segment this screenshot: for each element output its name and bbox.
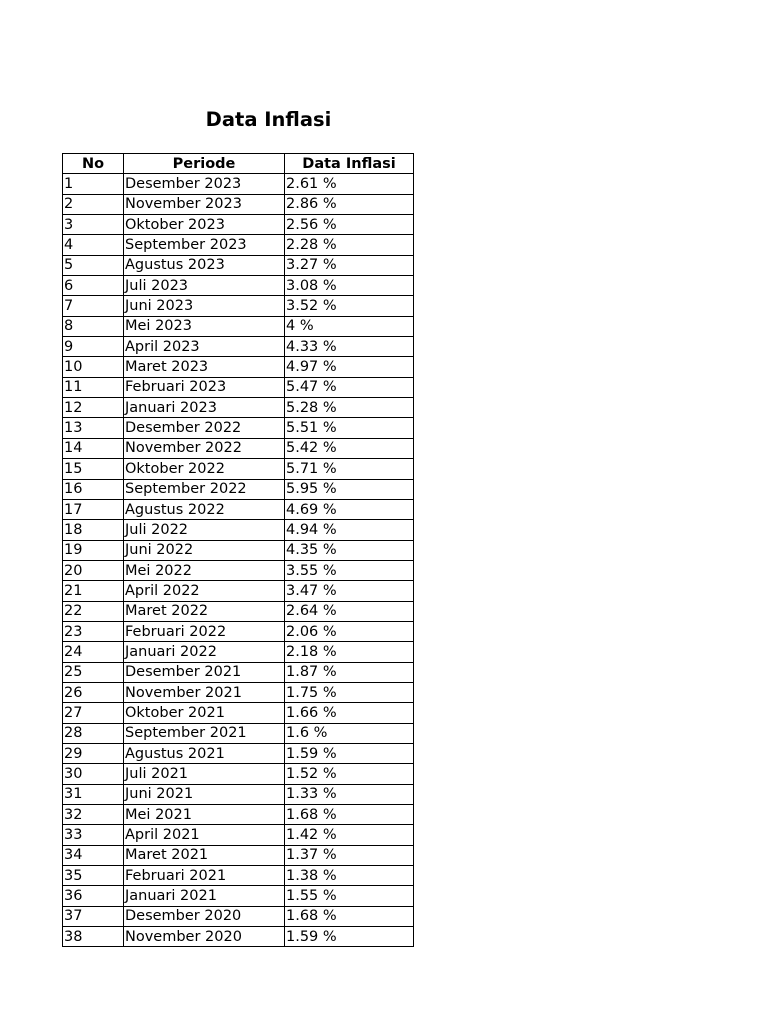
cell-data-inflasi: 2.86 % (285, 194, 414, 214)
cell-periode: Februari 2023 (124, 377, 285, 397)
table-row (63, 418, 414, 438)
cell-no: 7 (63, 296, 124, 316)
cell-data-inflasi: 5.47 % (285, 377, 414, 397)
header-data-inflasi: Data Inflasi (285, 154, 414, 174)
cell-data-inflasi: 1.52 % (285, 764, 414, 784)
cell-periode: Juni 2023 (124, 296, 285, 316)
cell-data-inflasi: 1.66 % (285, 703, 414, 723)
cell-periode: Desember 2022 (124, 418, 285, 438)
cell-data-inflasi: 1.59 % (285, 743, 414, 763)
cell-periode: Juni 2022 (124, 540, 285, 560)
cell-data-inflasi: 5.28 % (285, 398, 414, 418)
cell-data-inflasi: 3.27 % (285, 255, 414, 275)
table-row (63, 682, 414, 702)
cell-data-inflasi: 3.52 % (285, 296, 414, 316)
cell-data-inflasi: 4.33 % (285, 337, 414, 357)
cell-periode: Agustus 2022 (124, 499, 285, 519)
cell-periode: Maret 2022 (124, 601, 285, 621)
cell-data-inflasi: 1.37 % (285, 845, 414, 865)
cell-data-inflasi: 3.47 % (285, 581, 414, 601)
cell-data-inflasi: 2.28 % (285, 235, 414, 255)
cell-periode: Juli 2022 (124, 520, 285, 540)
inflation-table (62, 153, 414, 947)
cell-no: 2 (63, 194, 124, 214)
cell-data-inflasi: 1.33 % (285, 784, 414, 804)
table-row (63, 866, 414, 886)
header-no: No (63, 154, 124, 174)
cell-periode: April 2022 (124, 581, 285, 601)
table-row (63, 886, 414, 906)
cell-periode: Januari 2021 (124, 886, 285, 906)
table-row (63, 805, 414, 825)
cell-periode: September 2022 (124, 479, 285, 499)
table-row (63, 479, 414, 499)
cell-periode: Oktober 2021 (124, 703, 285, 723)
cell-no: 23 (63, 621, 124, 641)
cell-periode: Juli 2021 (124, 764, 285, 784)
cell-data-inflasi: 5.42 % (285, 438, 414, 458)
cell-periode: Juni 2021 (124, 784, 285, 804)
table-row (63, 357, 414, 377)
table-row (63, 459, 414, 479)
cell-data-inflasi: 4.35 % (285, 540, 414, 560)
cell-data-inflasi: 5.51 % (285, 418, 414, 438)
cell-periode: Agustus 2023 (124, 255, 285, 275)
cell-data-inflasi: 1.59 % (285, 927, 414, 947)
cell-no: 29 (63, 743, 124, 763)
cell-data-inflasi: 5.71 % (285, 459, 414, 479)
table-row (63, 520, 414, 540)
table-row (63, 296, 414, 316)
cell-data-inflasi: 4.97 % (285, 357, 414, 377)
cell-no: 21 (63, 581, 124, 601)
table-row (63, 194, 414, 214)
cell-data-inflasi: 4.69 % (285, 499, 414, 519)
cell-no: 20 (63, 560, 124, 580)
cell-no: 11 (63, 377, 124, 397)
cell-data-inflasi: 2.18 % (285, 642, 414, 662)
table-row (63, 764, 414, 784)
cell-periode: Desember 2021 (124, 662, 285, 682)
table-header-row (63, 154, 414, 174)
table-row (63, 377, 414, 397)
cell-no: 28 (63, 723, 124, 743)
cell-periode: November 2021 (124, 682, 285, 702)
table-row (63, 398, 414, 418)
cell-periode: Juli 2023 (124, 276, 285, 296)
table-row (63, 621, 414, 641)
cell-no: 1 (63, 174, 124, 194)
cell-data-inflasi: 1.6 % (285, 723, 414, 743)
cell-periode: April 2023 (124, 337, 285, 357)
table-row (63, 723, 414, 743)
cell-data-inflasi: 3.08 % (285, 276, 414, 296)
cell-no: 12 (63, 398, 124, 418)
cell-no: 30 (63, 764, 124, 784)
table-row (63, 560, 414, 580)
cell-no: 13 (63, 418, 124, 438)
cell-periode: November 2022 (124, 438, 285, 458)
cell-periode: April 2021 (124, 825, 285, 845)
table-row (63, 825, 414, 845)
table-row (63, 255, 414, 275)
cell-data-inflasi: 2.64 % (285, 601, 414, 621)
cell-no: 6 (63, 276, 124, 296)
cell-periode: Maret 2021 (124, 845, 285, 865)
table-row (63, 215, 414, 235)
cell-no: 31 (63, 784, 124, 804)
cell-no: 5 (63, 255, 124, 275)
cell-periode: Januari 2022 (124, 642, 285, 662)
cell-no: 16 (63, 479, 124, 499)
table-row (63, 337, 414, 357)
cell-no: 27 (63, 703, 124, 723)
cell-periode: Oktober 2022 (124, 459, 285, 479)
cell-no: 10 (63, 357, 124, 377)
table-row (63, 845, 414, 865)
cell-periode: Desember 2020 (124, 906, 285, 926)
cell-periode: Oktober 2023 (124, 215, 285, 235)
cell-no: 32 (63, 805, 124, 825)
cell-data-inflasi: 1.68 % (285, 906, 414, 926)
cell-no: 17 (63, 499, 124, 519)
cell-no: 26 (63, 682, 124, 702)
cell-data-inflasi: 4.94 % (285, 520, 414, 540)
cell-no: 18 (63, 520, 124, 540)
table-row (63, 540, 414, 560)
cell-no: 9 (63, 337, 124, 357)
cell-no: 24 (63, 642, 124, 662)
cell-periode: Desember 2023 (124, 174, 285, 194)
cell-no: 35 (63, 866, 124, 886)
cell-no: 8 (63, 316, 124, 336)
cell-data-inflasi: 2.56 % (285, 215, 414, 235)
table-row (63, 927, 414, 947)
cell-no: 34 (63, 845, 124, 865)
cell-periode: Mei 2022 (124, 560, 285, 580)
cell-no: 3 (63, 215, 124, 235)
cell-no: 37 (63, 906, 124, 926)
table-row (63, 276, 414, 296)
cell-periode: September 2023 (124, 235, 285, 255)
cell-periode: September 2021 (124, 723, 285, 743)
cell-data-inflasi: 1.87 % (285, 662, 414, 682)
cell-no: 36 (63, 886, 124, 906)
table-row (63, 499, 414, 519)
cell-periode: Mei 2021 (124, 805, 285, 825)
cell-periode: Januari 2023 (124, 398, 285, 418)
page-title: Data Inflasi (205, 108, 332, 131)
table-row (63, 784, 414, 804)
cell-data-inflasi: 2.61 % (285, 174, 414, 194)
table-row (63, 743, 414, 763)
cell-data-inflasi: 5.95 % (285, 479, 414, 499)
table-row (63, 662, 414, 682)
table-row (63, 601, 414, 621)
table-row (63, 438, 414, 458)
cell-periode: Mei 2023 (124, 316, 285, 336)
cell-periode: Agustus 2021 (124, 743, 285, 763)
cell-no: 15 (63, 459, 124, 479)
table-row (63, 906, 414, 926)
cell-periode: Februari 2021 (124, 866, 285, 886)
cell-data-inflasi: 1.42 % (285, 825, 414, 845)
cell-data-inflasi: 1.55 % (285, 886, 414, 906)
cell-periode: Maret 2023 (124, 357, 285, 377)
table-row (63, 581, 414, 601)
cell-data-inflasi: 1.75 % (285, 682, 414, 702)
cell-no: 25 (63, 662, 124, 682)
cell-no: 19 (63, 540, 124, 560)
cell-periode: Februari 2022 (124, 621, 285, 641)
header-periode: Periode (124, 154, 285, 174)
cell-no: 38 (63, 927, 124, 947)
cell-no: 4 (63, 235, 124, 255)
cell-periode: November 2023 (124, 194, 285, 214)
cell-data-inflasi: 4 % (285, 316, 414, 336)
cell-no: 22 (63, 601, 124, 621)
cell-periode: November 2020 (124, 927, 285, 947)
table-row (63, 174, 414, 194)
cell-data-inflasi: 3.55 % (285, 560, 414, 580)
table-row (63, 642, 414, 662)
cell-no: 14 (63, 438, 124, 458)
table-row (63, 316, 414, 336)
cell-data-inflasi: 1.38 % (285, 866, 414, 886)
cell-data-inflasi: 2.06 % (285, 621, 414, 641)
table-body (63, 174, 414, 947)
table-row (63, 235, 414, 255)
table-row (63, 703, 414, 723)
cell-no: 33 (63, 825, 124, 845)
cell-data-inflasi: 1.68 % (285, 805, 414, 825)
